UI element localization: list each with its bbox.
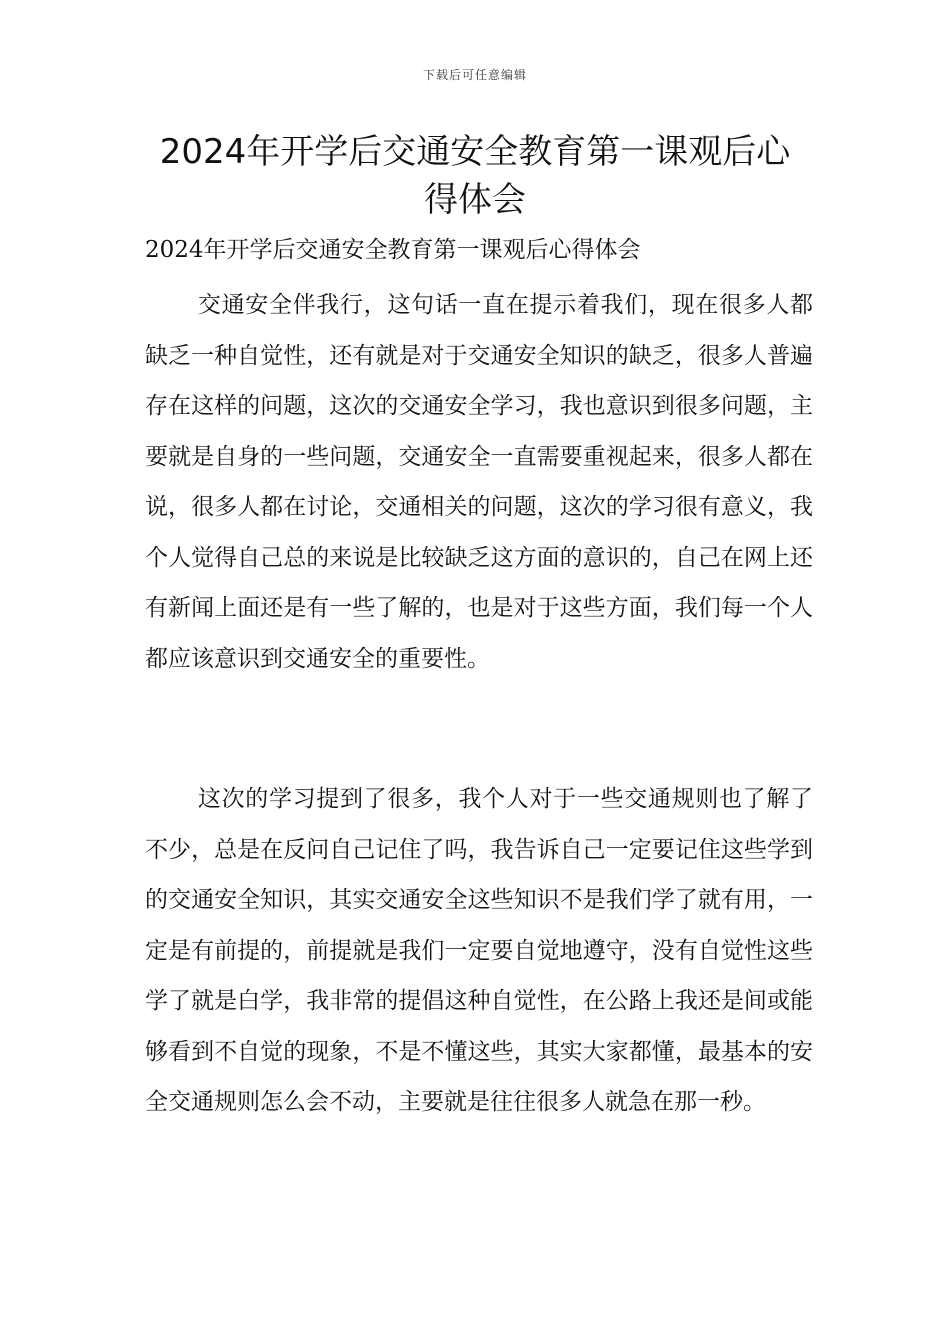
header-note: 下载后可任意编辑 [422, 68, 527, 82]
paragraph-2: 这次的学习提到了很多，我个人对于一些交通规则也了解了不少，总是在反问自己记住了吗，我告诉自己一定要记住这些学到的交通安全知识，其实交通安全这些知识不是我们学了就有用，一定是有前提的，前提就是我们一定要自觉地遵守，没有自觉性这些学了就是白学，我非常的提倡这种自觉性，在公路上我还是间或能够看到不自觉的现象，不是不懂这些，其实大家都懂，最基本的安全交通规则怎么会不动，主要就是往往很多人就急在那一秒。 [145, 786, 813, 1115]
document-title: 2024年开学后交通安全教育第一课观后心得体会 [159, 132, 791, 220]
paragraph-1: 交通安全伴我行，这句话一直在提示着我们，现在很多人都缺乏一种自觉性，还有就是对于交通安全知识的缺乏，很多人普遍存在这样的问题，这次的交通安全学习，我也意识到很多问题，主要就是自身的一些问题，交通安全一直需要重视起来，很多人都在说，很多人都在讨论，交通相关的问题，这次的学习很有意义，我个人觉得自己总的来说是比较缺乏这方面的意识的，自己在网上还有新闻上面还是有一些了解的，也是对于这些方面，我们每一个人都应该意识到交通安全的重要性。 [145, 292, 813, 672]
document-subtitle: 2024年开学后交通安全教育第一课观后心得体会 [145, 237, 641, 263]
